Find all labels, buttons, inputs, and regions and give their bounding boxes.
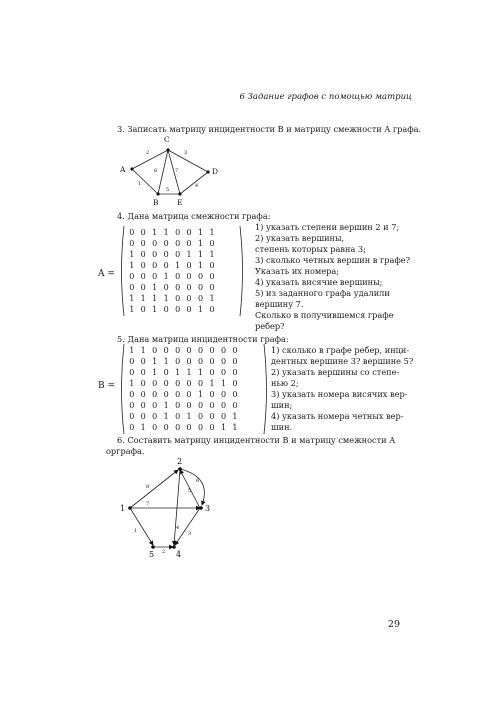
matrix-cell: 0 — [209, 423, 215, 432]
question-line: 2) указать вершины со степе- — [271, 367, 400, 377]
matrix-row — [126, 293, 218, 304]
matrix-cell: 0 — [232, 346, 238, 355]
matrix-cell: 0 — [129, 283, 135, 292]
vertex-label: 5 — [149, 550, 155, 559]
matrix-cell: 1 — [163, 401, 169, 410]
vertex-D — [206, 170, 209, 173]
matrix-cell: 0 — [175, 283, 181, 292]
edge-label: 1 — [138, 181, 142, 187]
matrix-cell: 1 — [163, 294, 169, 303]
matrix-cell: 1 — [152, 357, 158, 366]
matrix-cell: 0 — [140, 368, 146, 377]
matrix-cell: 0 — [152, 390, 158, 399]
question-line: степень которых равна 3; — [255, 244, 366, 254]
vertex-C — [166, 148, 169, 151]
matrix-cell: 0 — [220, 412, 227, 421]
matrix-cell: 1 — [198, 250, 204, 259]
task3-text: 3. Записать матрицу инцидентности B и матрицу смежности A графа. — [117, 124, 422, 134]
question-line: 2) указать вершины, — [255, 233, 345, 243]
matrix-cell: 0 — [140, 261, 146, 270]
question-line: 1) сколько в графе ребер, инци- — [271, 345, 410, 355]
matrix-cell: 0 — [129, 357, 135, 366]
adjacency-matrix-table — [126, 227, 218, 315]
edge-label: 3 — [188, 531, 192, 537]
matrix-cell: 0 — [232, 401, 238, 410]
matrix-cell: 0 — [209, 368, 215, 377]
matrix-cell: 1 — [232, 412, 238, 421]
matrix-cell: 1 — [152, 283, 158, 292]
matrix-cell: 0 — [186, 357, 192, 366]
matrix-cell: 1 — [198, 390, 204, 399]
task6-line1: 6. Составить матрицу инцидентности B и матрицу смежности A — [117, 435, 396, 445]
matrix-cell: 1 — [209, 228, 215, 237]
task5-questions — [271, 345, 413, 433]
task4-questions — [255, 222, 410, 332]
matrix-cell: 0 — [140, 412, 146, 421]
matrix-cell: 0 — [198, 346, 204, 355]
vertex-label: D — [212, 167, 219, 176]
matrix-row — [126, 260, 218, 271]
vertex-A — [130, 167, 133, 170]
matrix-cell: 0 — [198, 379, 204, 388]
matrix-cell: 1 — [198, 261, 204, 270]
matrix-row — [126, 389, 241, 400]
edge-label: 6 — [196, 478, 200, 484]
matrix-cell: 0 — [140, 357, 146, 366]
vertex-label: A — [120, 165, 126, 174]
matrix-cell: 1 — [129, 250, 135, 259]
matrix-row — [126, 345, 241, 356]
matrix-cell: 1 — [129, 305, 135, 314]
matrix-cell: 0 — [163, 346, 169, 355]
matrix-cell: 0 — [163, 305, 169, 314]
matrix-cell: 0 — [129, 423, 135, 432]
matrix-cell: 0 — [232, 379, 238, 388]
matrix-cell: 0 — [140, 305, 146, 314]
matrix-cell: 0 — [209, 239, 215, 248]
matrix-cell: 0 — [175, 357, 181, 366]
matrix-cell: 1 — [152, 305, 158, 314]
matrix-cell: 1 — [129, 294, 135, 303]
matrix-cell: 0 — [175, 294, 181, 303]
task4-intro: 4. Дана матрица смежности графа: — [117, 211, 271, 221]
matrix-cell: 0 — [152, 379, 158, 388]
matrix-cell: 0 — [163, 250, 169, 259]
page-number: 29 — [387, 619, 400, 630]
question-line: 5) из заданного графа удалили — [255, 288, 390, 298]
matrix-cell: 0 — [209, 261, 215, 270]
matrix-cell: 1 — [209, 250, 215, 259]
task6-line2: орграфа. — [106, 446, 145, 456]
matrix-cell: 0 — [186, 228, 192, 237]
matrix-cell: 0 — [140, 272, 146, 281]
vertex-label: 2 — [177, 457, 183, 466]
matrix-cell: 0 — [186, 283, 192, 292]
matrix-cell: 0 — [186, 305, 192, 314]
task3-graph — [110, 132, 230, 210]
question-line: вершину 7. — [255, 299, 304, 309]
question-line: 1) указать степени вершин 2 и 7; — [255, 222, 400, 232]
matrix-cell: 0 — [209, 401, 215, 410]
matrix-cell: 0 — [175, 412, 181, 421]
vertex-label: 1 — [120, 504, 126, 513]
matrix-cell: 0 — [129, 390, 135, 399]
matrix-cell: 1 — [175, 261, 181, 270]
matrix-cell: 0 — [220, 346, 227, 355]
matrix-cell: 0 — [140, 228, 146, 237]
matrix-cell: 0 — [140, 401, 146, 410]
matrix-cell: 0 — [175, 272, 181, 281]
matrix-cell: 0 — [152, 261, 158, 270]
vertex-3 — [199, 506, 203, 510]
edge-label: 2 — [146, 150, 150, 156]
matrix-cell: 1 — [186, 250, 192, 259]
matrix-cell: 0 — [209, 305, 215, 314]
matrix-cell: 0 — [186, 294, 192, 303]
matrix-cell: 0 — [129, 401, 135, 410]
matrix-cell: 0 — [152, 401, 158, 410]
edge-label: 6 — [154, 168, 158, 174]
matrix-cell: 0 — [232, 357, 238, 366]
matrix-cell: 0 — [129, 272, 135, 281]
matrix-cell: 0 — [163, 239, 169, 248]
matrix-cell: 0 — [220, 401, 227, 410]
vertex-label: B — [153, 198, 159, 207]
matrix-cell: 1 — [140, 346, 146, 355]
matrix-cell: 0 — [198, 401, 204, 410]
edge-label: 5 — [188, 488, 192, 494]
matrix-cell: 0 — [198, 294, 204, 303]
matrix-row — [126, 378, 241, 389]
matrix-cell: 0 — [198, 272, 204, 281]
matrix-cell: 1 — [232, 423, 238, 432]
matrix-cell: 0 — [175, 228, 181, 237]
task6-digraph — [110, 455, 225, 560]
edge-label: 2 — [162, 549, 166, 555]
matrix-cell: 0 — [209, 390, 215, 399]
edge-label: 3 — [184, 150, 188, 156]
matrix-cell: 0 — [175, 423, 181, 432]
matrix-cell: 0 — [186, 401, 192, 410]
vertex-label: C — [164, 135, 170, 144]
vertex-4 — [172, 545, 176, 549]
matrix-cell: 0 — [129, 239, 135, 248]
matrix-cell: 0 — [140, 239, 146, 248]
matrix-cell: 1 — [198, 239, 204, 248]
vertex-label: 3 — [205, 504, 211, 513]
vertex-B — [156, 192, 159, 195]
matrix-row — [126, 227, 218, 238]
matrix-cell: 1 — [186, 412, 192, 421]
matrix-cell: 1 — [163, 228, 169, 237]
question-line: шин. — [271, 422, 293, 432]
matrix-cell: 0 — [186, 423, 192, 432]
matrix-row — [126, 367, 241, 378]
matrix-cell: 1 — [140, 423, 146, 432]
matrix-cell: 1 — [198, 368, 204, 377]
matrix-row — [126, 304, 218, 315]
vertex-2 — [178, 467, 182, 471]
matrix-cell: 0 — [198, 357, 204, 366]
matrix-cell: 0 — [175, 390, 181, 399]
matrix-row — [126, 422, 241, 433]
question-line: ребер? — [255, 321, 285, 331]
matrix-cell: 0 — [152, 412, 158, 421]
matrix-cell: 0 — [152, 346, 158, 355]
matrix-cell: 0 — [198, 423, 204, 432]
matrix-cell: 0 — [198, 283, 204, 292]
matrix-cell: 0 — [129, 228, 135, 237]
matrix-cell: 0 — [220, 390, 227, 399]
question-line: нью 2; — [271, 378, 299, 388]
matrix-cell: 0 — [163, 283, 169, 292]
question-line: шин; — [271, 400, 293, 410]
edge-label: 5 — [166, 187, 170, 193]
matrix-cell: 1 — [152, 228, 158, 237]
edge-label: 4 — [195, 183, 199, 189]
matrix-cell: 0 — [175, 346, 181, 355]
matrix-cell: 0 — [163, 368, 169, 377]
matrix-cell: 0 — [209, 346, 215, 355]
matrix-cell: 0 — [186, 272, 192, 281]
matrix-cell: 0 — [209, 412, 215, 421]
task4-matrix-label: A = — [98, 269, 115, 279]
matrix-cell: 0 — [140, 283, 146, 292]
question-line: 3) указать номера висячих вер- — [271, 389, 408, 399]
question-line: Указать их номера; — [255, 266, 340, 276]
vertex-5 — [151, 545, 155, 549]
task5-matrix-label: B = — [98, 381, 116, 391]
question-line: 4) указать висячие вершины; — [255, 277, 383, 287]
matrix-cell: 0 — [186, 261, 192, 270]
matrix-cell: 0 — [152, 250, 158, 259]
vertex-E — [178, 192, 181, 195]
matrix-cell: 0 — [186, 346, 192, 355]
matrix-cell: 1 — [220, 379, 227, 388]
matrix-cell: 0 — [175, 239, 181, 248]
running-header: 6 Задание графов с помощью матриц — [239, 92, 412, 102]
matrix-cell: 1 — [163, 412, 169, 421]
matrix-cell: 1 — [209, 379, 215, 388]
matrix-cell: 1 — [140, 294, 146, 303]
matrix-cell: 0 — [186, 390, 192, 399]
matrix-cell: 0 — [129, 412, 135, 421]
matrix-row — [126, 238, 218, 249]
matrix-cell: 1 — [152, 294, 158, 303]
matrix-cell: 1 — [163, 272, 169, 281]
task5-intro: 5. Дана матрица инцидентности графа: — [117, 334, 289, 344]
edge-label: 8 — [146, 484, 150, 490]
matrix-cell: 0 — [232, 390, 238, 399]
matrix-cell: 1 — [209, 294, 215, 303]
question-line: 3) сколько четных вершин в графе? — [255, 255, 411, 265]
matrix-cell: 0 — [129, 368, 135, 377]
matrix-cell: 1 — [129, 261, 135, 270]
matrix-cell: 0 — [209, 272, 215, 281]
matrix-row — [126, 400, 241, 411]
matrix-cell: 1 — [186, 368, 192, 377]
matrix-cell: 0 — [152, 239, 158, 248]
matrix-cell: 0 — [220, 368, 227, 377]
matrix-row — [126, 249, 218, 260]
edge-label: 7 — [146, 501, 150, 507]
matrix-cell: 1 — [129, 379, 135, 388]
matrix-cell: 0 — [186, 379, 192, 388]
matrix-cell: 1 — [152, 368, 158, 377]
edge-label: 1 — [134, 528, 138, 534]
matrix-cell: 0 — [209, 283, 215, 292]
matrix-cell: 0 — [232, 368, 238, 377]
matrix-cell: 1 — [198, 305, 204, 314]
matrix-cell: 0 — [163, 379, 169, 388]
matrix-cell: 0 — [163, 261, 169, 270]
matrix-cell: 0 — [186, 239, 192, 248]
matrix-cell: 0 — [175, 379, 181, 388]
matrix-cell: 0 — [163, 390, 169, 399]
matrix-row — [126, 356, 241, 367]
question-line: Сколько в получившемся графе — [255, 310, 394, 320]
matrix-row — [126, 271, 218, 282]
matrix-cell: 0 — [140, 390, 146, 399]
edge-label: 4 — [176, 525, 180, 531]
incidence-matrix-table — [126, 345, 241, 433]
question-line: 4) указать номера четных вер- — [271, 411, 404, 421]
matrix-cell: 0 — [152, 272, 158, 281]
matrix-cell: 0 — [175, 250, 181, 259]
matrix-cell: 1 — [198, 228, 204, 237]
matrix-cell: 0 — [209, 357, 215, 366]
matrix-cell: 1 — [163, 357, 169, 366]
matrix-cell: 0 — [152, 423, 158, 432]
matrix-row — [126, 411, 241, 422]
matrix-cell: 0 — [163, 423, 169, 432]
matrix-cell: 0 — [175, 305, 181, 314]
matrix-row — [126, 282, 218, 293]
matrix-cell: 0 — [220, 357, 227, 366]
vertex-1 — [128, 506, 132, 510]
matrix-cell: 1 — [175, 368, 181, 377]
matrix-cell: 0 — [140, 379, 146, 388]
edge-label: 7 — [175, 168, 179, 174]
matrix-cell: 0 — [175, 401, 181, 410]
vertex-label: 4 — [176, 550, 182, 559]
matrix-cell: 1 — [129, 346, 135, 355]
matrix-cell: 0 — [198, 412, 204, 421]
vertex-label: E — [177, 198, 183, 207]
matrix-cell: 0 — [140, 250, 146, 259]
matrix-cell: 1 — [220, 423, 227, 432]
question-line: дентных вершине 3? вершине 5? — [271, 356, 414, 366]
